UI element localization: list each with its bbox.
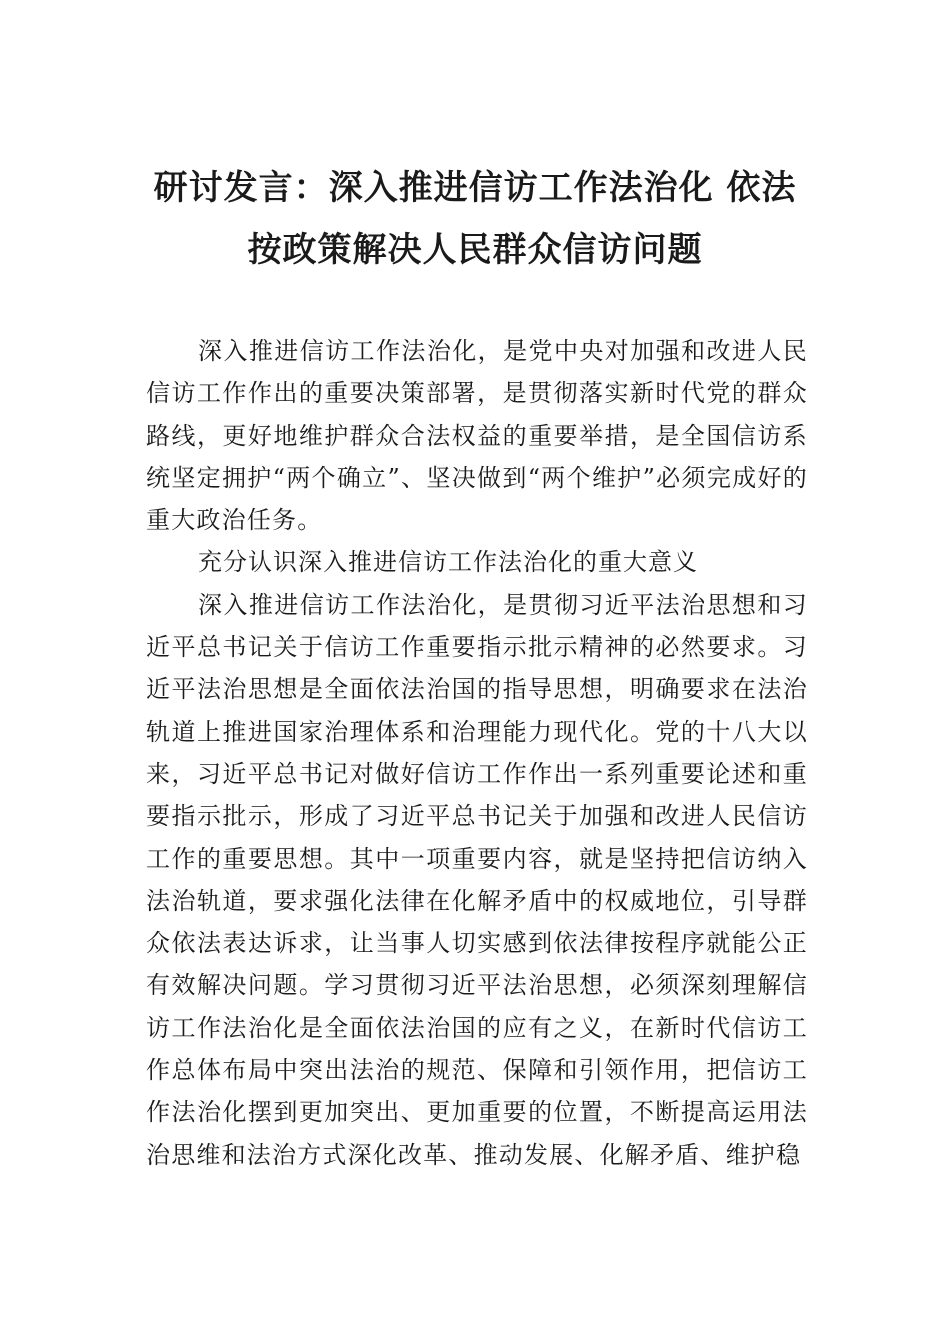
document-body (146, 330, 808, 1176)
document-title (120, 160, 830, 278)
paragraph-intro: 深入推进信访工作法治化，是党中央对加强和改进人民信访工作作出的重要决策部署，是贯彻落实新时代党的群众路线，更好地维护群众合法权益的重要举措，是全国信访系统坚定拥护“两个确立”、坚决做到“两个维护”必须完成好的重大政治任务。 (146, 337, 808, 535)
section-heading: 充分认识深入推进信访工作法治化的重大意义 (198, 548, 698, 577)
title-line-1: 研讨发言：深入推进信访工作法治化 依法 (153, 168, 797, 208)
title-line-2: 按政策解决人民群众信访问题 (247, 230, 703, 270)
paragraph-significance: 深入推进信访工作法治化，是贯彻习近平法治思想和习近平总书记关于信访工作重要指示批示精神的必然要求。习近平法治思想是全面依法治国的指导思想，明确要求在法治轨道上推进国家治理体系和治理能力现代化。党的十八大以来，习近平总书记对做好信访工作作出一系列重要论述和重要指示批示，形成了习近平总书记关于加强和改进人民信访工作的重要思想。其中一项重要内容，就是坚持把信访纳入法治轨道，要求强化法律在化解矛盾中的权威地位，引导群众依法表达诉求，让当事人切实感到依法律按程序就能公正有效解决问题。学习贯彻习近平法治思想，必须深刻理解信访工作法治化是全面依法治国的应有之义，在新时代信访工作总体布局中突出法治的规范、保障和引领作用，把信访工作法治化摆到更加突出、更加重要的位置，不断提高运用法治思维和法治方式深化改革、推动发展、化解矛盾、维护稳 (146, 590, 808, 1169)
